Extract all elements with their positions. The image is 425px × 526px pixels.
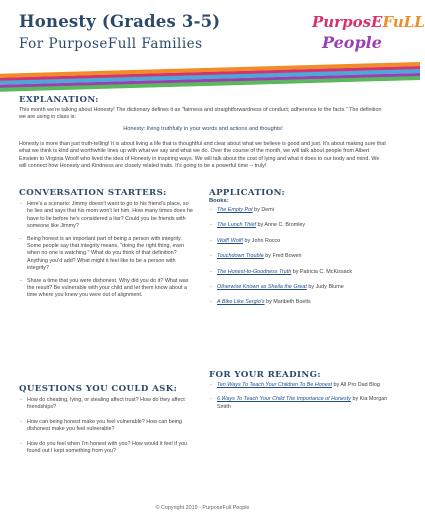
explanation-heading: EXPLANATION: xyxy=(19,95,99,105)
logo-word-people: People xyxy=(322,33,382,52)
book-author: by John Rocco xyxy=(243,237,281,244)
book-author: by Maribeth Boelts xyxy=(264,299,311,306)
books-label: Books: xyxy=(209,198,229,204)
reading-item xyxy=(209,396,389,411)
conversation-item: - Here's a scenario: Jimmy doesn't want to go to his friend's place, so he lies and says that his mom won't let him. How many times does he have to lie before he's considered a liar? Could you be friends with someone like Jimmy? xyxy=(19,201,195,231)
copyright-footer: © Copyright 2019 - PurposeFull People xyxy=(155,505,250,511)
reading-heading: FOR YOUR READING: xyxy=(209,370,321,380)
reading-source: by All Pro Dad Blog xyxy=(331,382,380,388)
logo-word-purpose: PurposE xyxy=(312,13,383,31)
book-author: by Patricia C. McKissack xyxy=(291,268,353,275)
conversation-item: - Share a time that you were dishonest. Why did you do it? What was the result? Be vulnerable with your child and let them know about a time where you knew you were out of alignment. xyxy=(19,278,195,300)
questions-list xyxy=(19,397,195,460)
question-item: - How do you feel when I'm honest with you? How would it feel if you found out I kept something from you? xyxy=(19,441,195,456)
book-link[interactable]: A Bike Like Sergio's xyxy=(217,299,265,306)
book-item xyxy=(209,207,389,214)
reading-item xyxy=(209,382,389,389)
book-item xyxy=(209,269,389,276)
explanation-body: Honesty is more than just truth-telling! It is about living a life that is thoughtful and clear about what we believe is good and just. It's about making sure that what we think is kind and worthwhile lines up with what we say and what we do. Over the course of the month, we will talk about people from Albert Einstein to Virginia Woolf who lived the idea of Honesty in inspiring ways. We will talk about the cost of lying and what it does to our body and mind. We will connect how Honesty and Kindness are closely related traits. It's going to be a powerful time -- truly! xyxy=(19,141,386,170)
book-link[interactable]: Touchdown Trouble xyxy=(217,253,264,260)
book-item xyxy=(209,222,389,229)
page-title: Honesty (Grades 3-5) xyxy=(19,12,221,31)
page-subtitle: For PurposeFull Families xyxy=(19,36,203,52)
conversation-list xyxy=(19,201,195,305)
reading-link[interactable]: Ten Ways To Teach Your Children To Be Honest xyxy=(217,382,332,388)
conversation-heading: CONVERSATION STARTERS: xyxy=(19,188,167,198)
book-item xyxy=(209,253,389,260)
color-stripes xyxy=(0,65,405,85)
application-heading: APPLICATION: xyxy=(209,188,286,198)
reading-list xyxy=(209,382,389,411)
reading-link[interactable]: 6 Ways To Teach Your Child The Importance of Honesty xyxy=(217,396,351,403)
logo-word-full: FuLL xyxy=(382,13,425,31)
book-link[interactable]: The Empty Pot xyxy=(217,207,253,213)
question-item: - How can being honest make you feel vulnerable? How can being dishonest make you feel vulnerable? xyxy=(19,419,195,434)
book-author: by Judy Blume xyxy=(306,284,344,291)
conversation-item: - Being honest is an important part of being a person with integrity. Some people say that integrity means, "doing the right thing, even when no one is watching." What do you think of that definition? Anything you'd add? What might it feel like to be a person with integrity? xyxy=(19,236,195,273)
book-link[interactable]: Otherwise Known as Sheila the Great xyxy=(217,284,307,291)
book-item xyxy=(209,299,389,306)
book-link[interactable]: The Lunch Thief xyxy=(217,222,256,229)
questions-heading: QUESTIONS YOU COULD ASK: xyxy=(19,384,178,394)
book-link[interactable]: Wolf! Wolf! xyxy=(217,237,244,244)
book-author: by Anne C. Bromley xyxy=(255,222,306,229)
book-link[interactable]: The Honest-to-Goodness Truth xyxy=(217,268,292,275)
book-author: by Demi xyxy=(252,207,274,213)
books-list xyxy=(209,207,389,307)
book-author: by Fred Bowen xyxy=(263,253,302,260)
book-item xyxy=(209,238,389,245)
explanation-intro: This month we're talking about Honesty! The dictionary defines it as "fairness and straightforwardness of conduct; adherence to the facts." The definition we are using in class is: xyxy=(19,107,382,121)
book-item xyxy=(209,284,389,291)
honesty-definition: Honesty: living truthfully in your words and actions and thoughts! xyxy=(123,126,283,132)
purposefull-people-logo xyxy=(308,13,425,57)
question-item: - How do cheating, lying, or stealing affect trust? How do they affect friendships? xyxy=(19,397,195,412)
reading-source: by Kia Morgan Smith xyxy=(217,396,388,410)
